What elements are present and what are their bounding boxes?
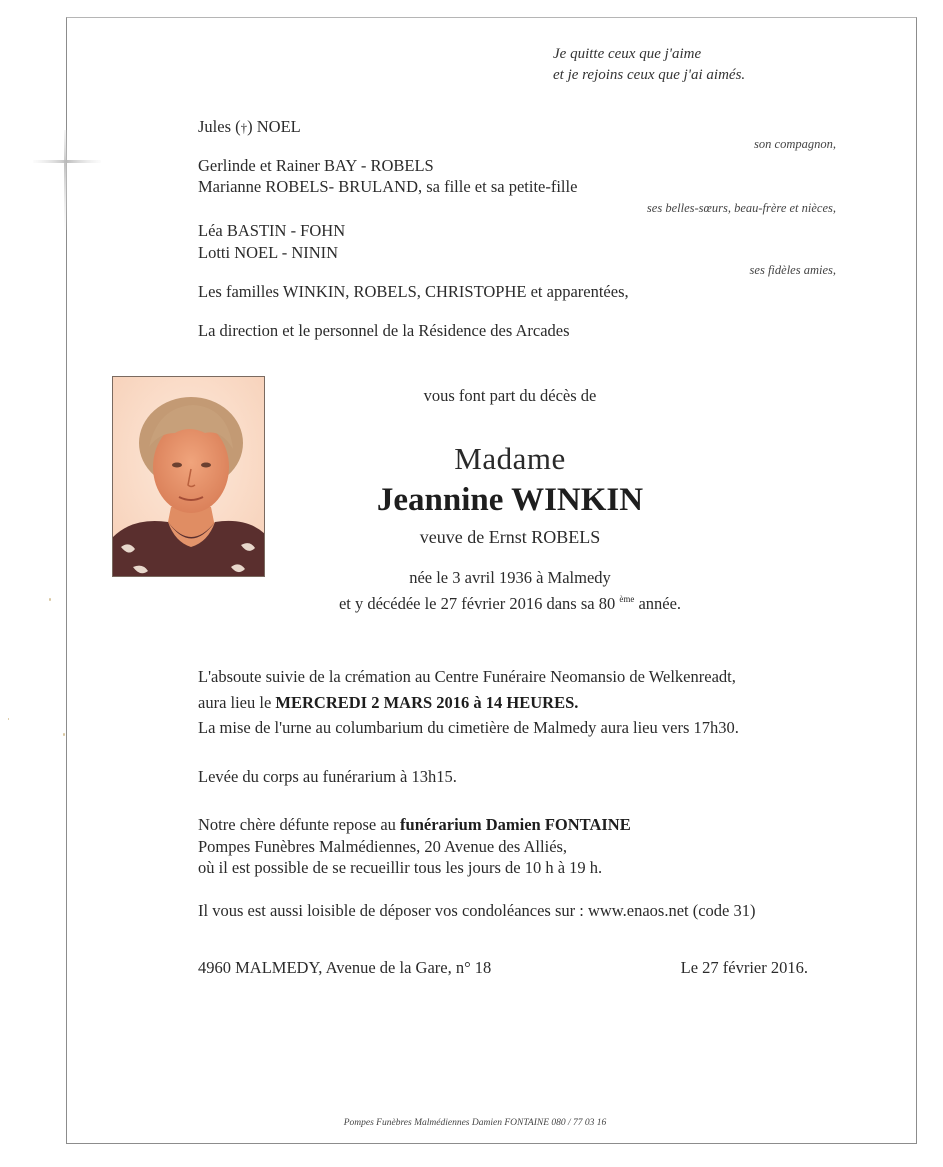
- footer-text: Pompes Funèbres Malmédiennes Damien FONTAINE 080 / 77 03 16: [343, 1118, 607, 1128]
- announcement-intro: vous font part du décès de: [423, 386, 597, 405]
- death-text-end: année.: [634, 594, 682, 613]
- deceased-title: Madame: [454, 441, 566, 476]
- jules-text-pre: Jules (: [198, 117, 241, 136]
- repose-line: [198, 815, 631, 835]
- family-lotti: Lotti NOEL - NININ: [198, 243, 339, 262]
- deceased-name: Jeannine WINKIN: [376, 482, 644, 518]
- condoleances-line: Il vous est aussi loisible de déposer vos condoléances sur : www.enaos.net (code 31): [198, 901, 756, 920]
- quote: [553, 44, 745, 86]
- birth-line: née le 3 avril 1936 à Malmedy: [409, 568, 611, 587]
- scan-speck: [8, 718, 9, 720]
- portrait-image: [113, 377, 265, 577]
- closing-date: Le 27 février 2016.: [680, 958, 808, 977]
- quote-line-2: et je rejoins ceux que j'ai aimés.: [553, 67, 746, 83]
- scan-speck: [49, 598, 51, 601]
- family-jules: [198, 117, 301, 137]
- widow-line: veuve de Ernst ROBELS: [419, 527, 601, 547]
- ceremony-date: MERCREDI 2 MARS 2016 à 14 HEURES.: [275, 693, 579, 712]
- family-lea: Léa BASTIN - FOHN: [198, 221, 346, 240]
- family-residence: La direction et le personnel de la Résidence des Arcades: [198, 321, 570, 340]
- family-familles: Les familles WINKIN, ROBELS, CHRISTOPHE et apparentées,: [198, 282, 629, 301]
- ordinal-sup: ème: [619, 594, 635, 604]
- address: 4960 MALMEDY, Avenue de la Gare, n° 18: [198, 958, 492, 977]
- levee-line: Levée du corps au funérarium à 13h15.: [198, 767, 457, 786]
- death-text: et y décédée le 27 février 2016 dans sa 80: [338, 594, 620, 613]
- relation-companion: son compagnon,: [754, 137, 836, 151]
- ceremony-line-2: [198, 693, 578, 713]
- funerarium-name: funérarium Damien FONTAINE: [400, 815, 631, 834]
- repose-pre: Notre chère défunte repose au: [198, 815, 401, 834]
- dagger-icon: †: [240, 120, 248, 135]
- recueil-line: où il est possible de se recueillir tous les jours de 10 h à 19 h.: [198, 858, 603, 877]
- ceremony-date-pre: aura lieu le: [198, 693, 276, 712]
- family-marianne: Marianne ROBELS- BRULAND, sa fille et sa petite-fille: [198, 177, 578, 196]
- jules-text-post: ) NOEL: [247, 117, 301, 136]
- family-bay: Gerlinde et Rainer BAY - ROBELS: [198, 156, 434, 175]
- quote-line-1: Je quitte ceux que j'aime: [553, 46, 702, 62]
- portrait-photo: [112, 376, 265, 577]
- death-line: [260, 594, 760, 614]
- ceremony-line-3: La mise de l'urne au columbarium du cimetière de Malmedy aura lieu vers 17h30.: [198, 718, 739, 737]
- scan-speck: [63, 733, 65, 736]
- ceremony-line-1: L'absoute suivie de la crémation au Centre Funéraire Neomansio de Welkenreadt,: [198, 667, 736, 686]
- relation-inlaws: ses belles-sœurs, beau-frère et nièces,: [646, 201, 836, 215]
- cross-icon: [33, 130, 101, 230]
- pompes-line: Pompes Funèbres Malmédiennes, 20 Avenue des Alliés,: [198, 837, 568, 856]
- relation-friends: ses fidèles amies,: [749, 263, 836, 277]
